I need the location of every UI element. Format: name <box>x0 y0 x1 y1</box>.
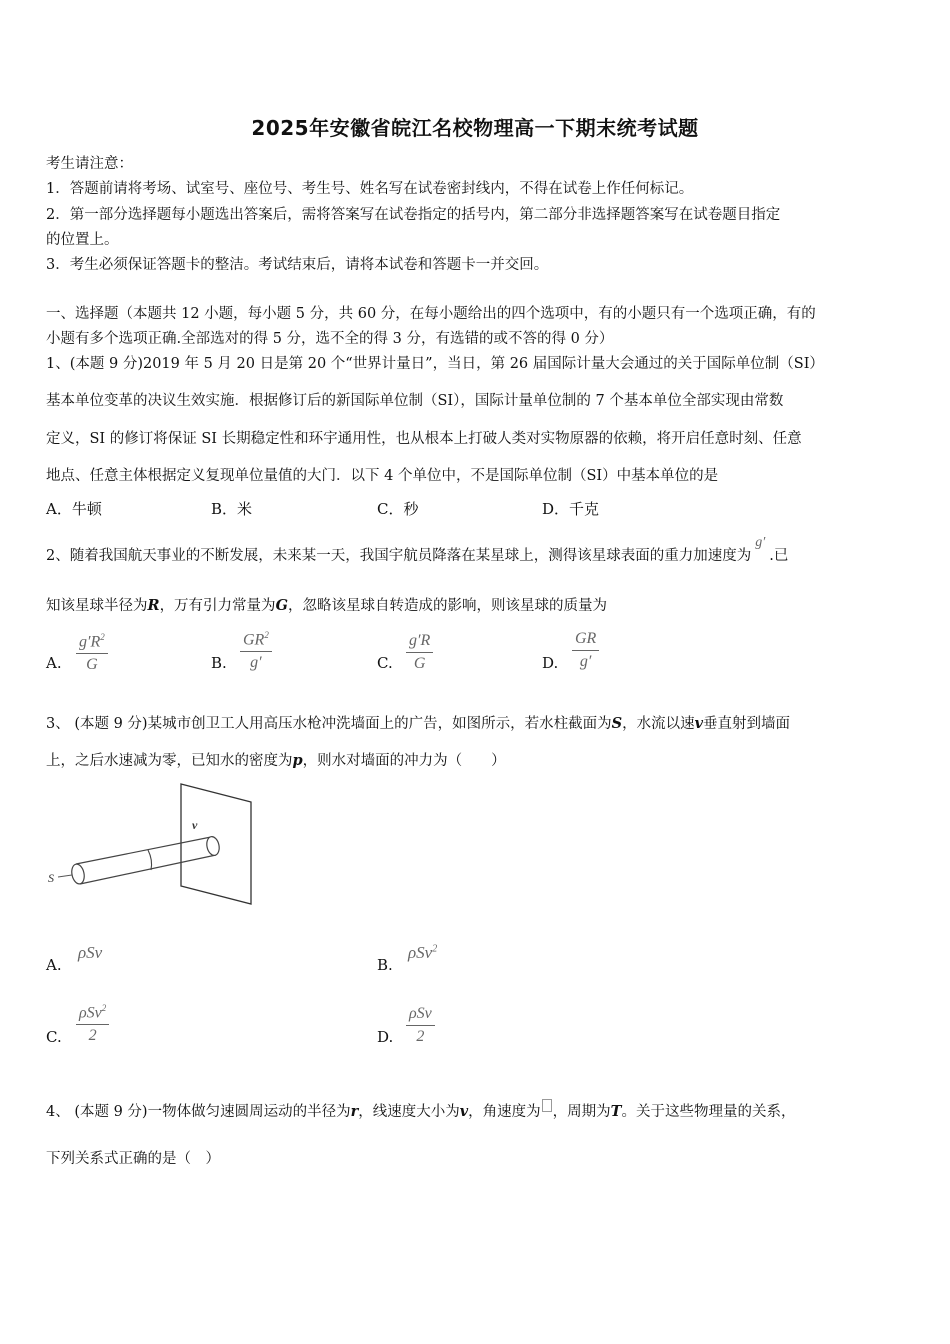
q3-text: 3、 (本题 9 分)某城市创卫工人用高压水枪冲洗墙面上的广告，如图所示，若水柱截面为 <box>46 716 612 732</box>
denominator: G <box>413 655 426 672</box>
notice-heading: 考生请注意： <box>46 156 133 172</box>
denominator: 2 <box>416 1028 425 1045</box>
notice-item: 3．考生必须保证答题卡的整洁。考试结束后，请将本试卷和答题卡一并交回。 <box>46 257 549 273</box>
option-a-label[interactable]: A. <box>46 956 62 974</box>
option-b-label[interactable]: B. <box>377 956 393 974</box>
option-d-formula[interactable] <box>572 630 599 671</box>
numerator: ρSv <box>409 1005 432 1022</box>
option-c-formula[interactable] <box>406 632 433 673</box>
var-v: v <box>694 715 704 732</box>
var-s: S <box>611 715 623 732</box>
q2-text: 知该星球半径为 <box>46 598 148 614</box>
question-3-line <box>46 712 790 733</box>
q2-text: 2、随着我国航天事业的不断发展，未来某一天，我国宇航员降落在某星球上，测得该星球表面的重力加速度为 <box>46 548 752 564</box>
option-a[interactable]: A．牛顿 <box>46 500 102 518</box>
option-b-formula[interactable] <box>240 630 272 672</box>
option-a-formula[interactable]: ρSv <box>78 943 103 962</box>
denominator: G <box>86 656 98 674</box>
option-a-label[interactable]: A. <box>46 654 62 672</box>
numerator: g′R <box>79 633 101 651</box>
option-d-label[interactable]: D. <box>377 1028 394 1046</box>
option-c-formula[interactable] <box>76 1003 109 1045</box>
tube-section-mark <box>148 850 152 870</box>
denominator: g′ <box>250 654 262 672</box>
option-c[interactable]: C．秒 <box>377 500 419 518</box>
denominator: g′ <box>579 653 592 670</box>
question-1-line: 定义，SI 的修订将保证 SI 长期稳定性和环宇通用性，也从根本上打破人类对实物原器的依赖，将开启任意时刻、任意 <box>46 431 802 447</box>
q4-text: ，角速度为 <box>468 1104 541 1120</box>
option-d-label[interactable]: D. <box>542 654 559 672</box>
q3-text: 上，之后水速减为零，已知水的密度为 <box>46 753 293 769</box>
q3-text: ，水流以速 <box>622 716 695 732</box>
numerator: GR <box>575 630 597 647</box>
question-4-line <box>46 1099 795 1121</box>
q2-text: ，忽略该星球自转造成的影响，则该星球的质量为 <box>287 598 607 614</box>
tube-left-end <box>70 863 86 885</box>
q4-text: 。关于这些物理量的关系， <box>621 1104 796 1120</box>
section-heading: 一、选择题（本题共 12 小题，每小题 5 分，共 60 分，在每小题给出的四个选项中，有的小题只有一个选项正确，有的 <box>46 306 816 322</box>
exponent: 2 <box>264 630 269 640</box>
section-heading-cont: 小题有多个选项正确.全部选对的得 5 分，选不全的得 3 分，有选错的或不答的得 0 分） <box>46 331 614 347</box>
q3-text: 垂直射到墙面 <box>703 716 791 732</box>
s-pointer-line <box>58 875 72 877</box>
label-s: S <box>48 871 54 885</box>
q4-text: ，线速度大小为 <box>358 1104 460 1120</box>
var-r: r <box>350 1103 359 1120</box>
q4-text: 4、 (本题 9 分)一物体做匀速圆周运动的半径为 <box>46 1104 351 1120</box>
question-2-line <box>46 594 607 615</box>
q2-text: .已 <box>769 548 789 564</box>
option-c-label[interactable]: C. <box>377 654 393 672</box>
var-g: G <box>275 597 288 614</box>
question-1-line: 基本单位变革的决议生效实施．根据修订后的新国际单位制（SI），国际计量单位制的 7 个基本单位全部实现由常数 <box>46 393 784 409</box>
option-c-label[interactable]: C. <box>46 1028 62 1046</box>
option-b-formula[interactable] <box>408 943 437 963</box>
var-r: R <box>147 597 160 614</box>
question-4-line: 下列关系式正确的是（ ） <box>46 1151 220 1167</box>
var-p: p <box>292 752 303 769</box>
notice-item: 1．答题前请将考场、试室号、座位号、考生号、姓名写在试卷密封线内，不得在试卷上作任何标记。 <box>46 181 694 197</box>
notice-item: 的位置上。 <box>46 232 119 248</box>
denominator: 2 <box>88 1027 97 1045</box>
page-title: 2025年安徽省皖江名校物理高一下期末统考试题 <box>251 116 699 140</box>
var-t: T <box>610 1103 622 1120</box>
option-b[interactable]: B．米 <box>211 500 253 518</box>
option-a-formula[interactable] <box>76 632 108 674</box>
option-b-label[interactable]: B. <box>211 654 227 672</box>
numerator: ρSv <box>79 1004 102 1022</box>
expr: ρSv <box>408 943 433 962</box>
g-prime: g′ <box>755 535 766 550</box>
q2-text: ，万有引力常量为 <box>159 598 276 614</box>
exponent: 2 <box>101 1003 107 1013</box>
question-2-line <box>46 535 789 565</box>
q3-text: ，则水对墙面的冲力为（ ） <box>302 753 506 769</box>
option-d-formula[interactable] <box>406 1005 435 1046</box>
question-1-line: 地点、任意主体根据定义复现单位量值的大门．以下 4 个单位中，不是国际单位制（SI）中基本单位的是 <box>46 468 719 484</box>
q4-text: ，周期为 <box>552 1104 611 1120</box>
exponent: 2 <box>100 632 105 642</box>
option-d[interactable]: D．千克 <box>542 500 600 518</box>
missing-glyph-icon <box>542 1099 552 1112</box>
notice-item: 2．第一部分选择题每小题选出答案后，需将答案写在试卷指定的括号内，第二部分非选择题答案写在试卷题目指定 <box>46 207 781 223</box>
numerator: GR <box>243 631 265 649</box>
exponent: 2 <box>432 943 438 955</box>
var-v: v <box>459 1103 469 1120</box>
label-v: v <box>192 818 198 832</box>
question-1-line: 1、(本题 9 分)2019 年 5 月 20 日是第 20 个“世界计量日”，当日，第 26 届国际计量大会通过的关于国际单位制（SI） <box>46 356 824 372</box>
numerator: g′R <box>409 632 431 649</box>
question-3-line <box>46 749 506 770</box>
water-jet-figure <box>44 782 259 907</box>
